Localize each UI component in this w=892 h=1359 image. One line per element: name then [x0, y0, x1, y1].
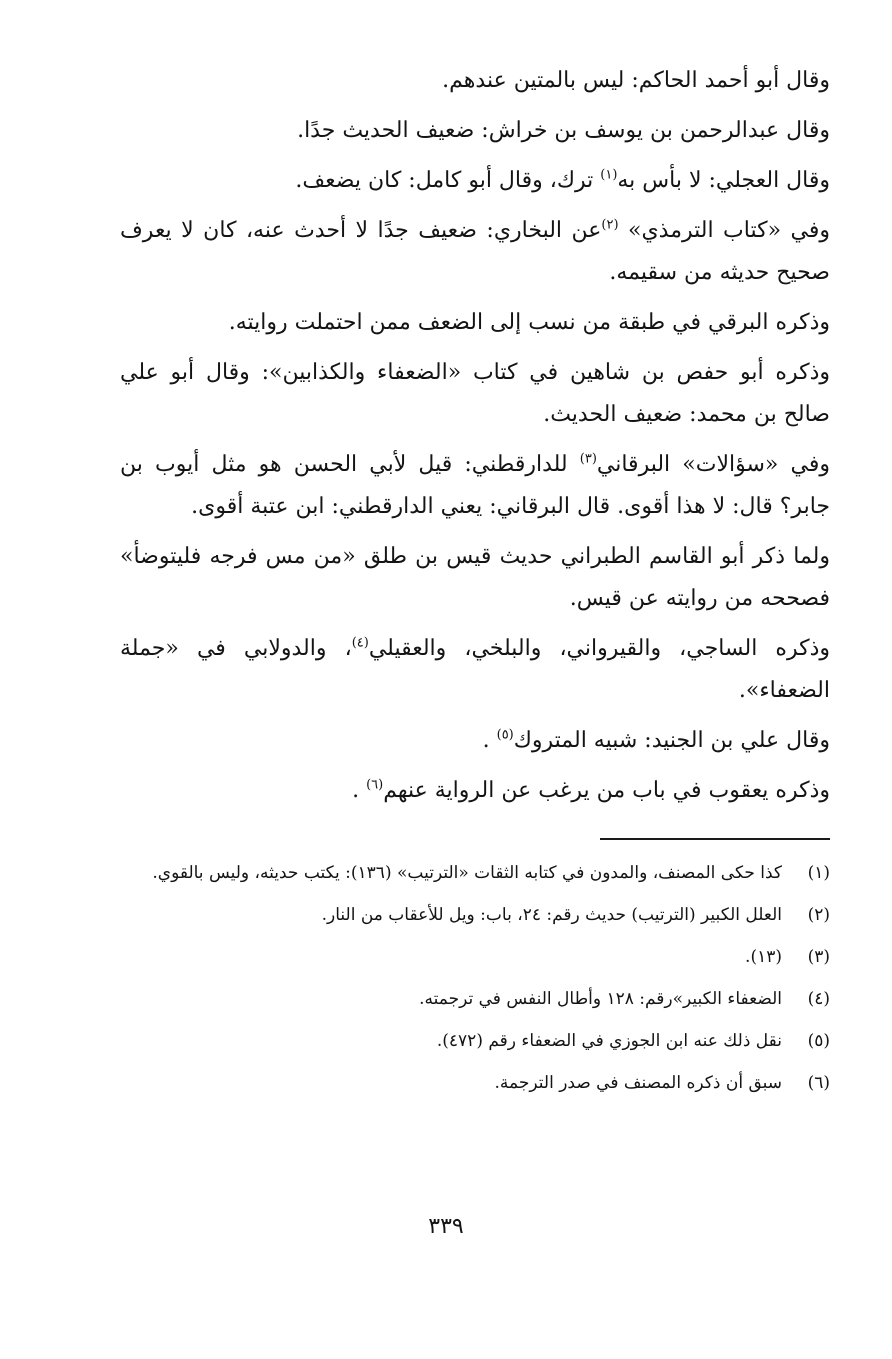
- footnote-number: (٦): [807, 1073, 830, 1093]
- paragraph: وقال عبدالرحمن بن يوسف بن خراش: ضعيف الحديث جدًا.: [297, 118, 830, 143]
- footnote-text: سبق أن ذكره المصنف في صدر الترجمة.: [494, 1073, 782, 1093]
- paragraph-text: وقال العجلي: لا بأس به: [617, 168, 830, 193]
- main-text: [120, 60, 830, 812]
- footnote-ref: (٥): [496, 727, 514, 743]
- footnote-number: (٢): [807, 905, 830, 925]
- footnote-number: (١): [807, 863, 830, 883]
- paragraph-text: وقال علي بن الجنيد: شبيه المتروك: [513, 728, 830, 753]
- book-page: [120, 60, 830, 1106]
- footnote-text: نقل ذلك عنه ابن الجوزي في الضعفاء رقم (٤٧٢).: [436, 1031, 782, 1051]
- footnote-text: (١٣).: [745, 947, 782, 967]
- paragraph-text: وذكره يعقوب في باب من يرغب عن الرواية عنهم: [383, 778, 830, 803]
- footnote: [120, 1022, 830, 1060]
- paragraph-text: وفي «كتاب الترمذي»: [618, 218, 830, 243]
- footnote-ref: (١): [600, 167, 618, 183]
- paragraph-text: ، والدولابي في «جملة الضعفاء».: [120, 636, 830, 703]
- footnote-text: الضعفاء الكبير»رقم: ١٢٨ وأطال النفس في ترجمته.: [419, 989, 782, 1009]
- paragraph: [120, 444, 830, 528]
- footnote: [120, 1064, 830, 1102]
- footnote: [120, 938, 830, 976]
- paragraph-text: ترك، وقال أبو كامل: كان يضعف.: [295, 168, 601, 193]
- footnotes: [120, 854, 830, 1102]
- footnote-divider: [600, 838, 830, 840]
- page-number: ٣٣٩: [428, 1214, 464, 1239]
- footnote: [120, 980, 830, 1018]
- paragraph-text: وذكره الساجي، والقيرواني، والبلخي، والعقيلي: [368, 636, 830, 661]
- paragraph-text: للدارقطني: قيل لأبي الحسن هو مثل أيوب بن جابر؟ قال: لا هذا أقوى. قال البرقاني: يعني الدارقطني: ابن عتبة أقوى.: [120, 452, 830, 519]
- paragraph: وذكره أبو حفص بن شاهين في كتاب «الضعفاء والكذابين»: وقال أبو علي صالح بن محمد: ضعيف الحديث.: [120, 360, 830, 427]
- paragraph-text: وفي «سؤالات» البرقاني: [596, 452, 830, 477]
- paragraph: وقال أبو أحمد الحاكم: ليس بالمتين عندهم.: [442, 68, 830, 93]
- paragraph: [120, 160, 830, 202]
- paragraph: وذكره البرقي في طبقة من نسب إلى الضعف ممن احتملت روايته.: [228, 310, 830, 335]
- paragraph: [120, 210, 830, 294]
- footnote-text: العلل الكبير (الترتيب) حديث رقم: ٢٤، باب: ويل للأعقاب من النار.: [321, 905, 782, 925]
- paragraph-text: .: [352, 778, 367, 803]
- footnote-text: كذا حكى المصنف، والمدون في كتابه الثقات «الترتيب» (١٣٦): يكتب حديثه، وليس بالقوي.: [152, 863, 782, 883]
- footnote-number: (٣): [807, 947, 830, 967]
- footnote-number: (٥): [807, 1031, 830, 1051]
- footnote-number: (٤): [807, 989, 830, 1009]
- paragraph-text: عن البخاري: ضعيف جدًا لا أحدث عنه، كان لا يعرف صحيح حديثه من سقيمه.: [120, 218, 830, 285]
- paragraph: [120, 628, 830, 712]
- footnote: [120, 896, 830, 934]
- footnote-ref: (٦): [366, 777, 384, 793]
- paragraph-text: .: [482, 728, 497, 753]
- paragraph: [120, 770, 830, 812]
- footnote-ref: (٢): [601, 217, 619, 233]
- footnote-ref: (٣): [579, 451, 597, 467]
- footnote-ref: (٤): [351, 635, 369, 651]
- footnote: [120, 854, 830, 892]
- paragraph: [120, 720, 830, 762]
- paragraph: ولما ذكر أبو القاسم الطبراني حديث قيس بن طلق «من مس فرجه فليتوضأ» فصححه من روايته عن قيس.: [120, 544, 830, 611]
